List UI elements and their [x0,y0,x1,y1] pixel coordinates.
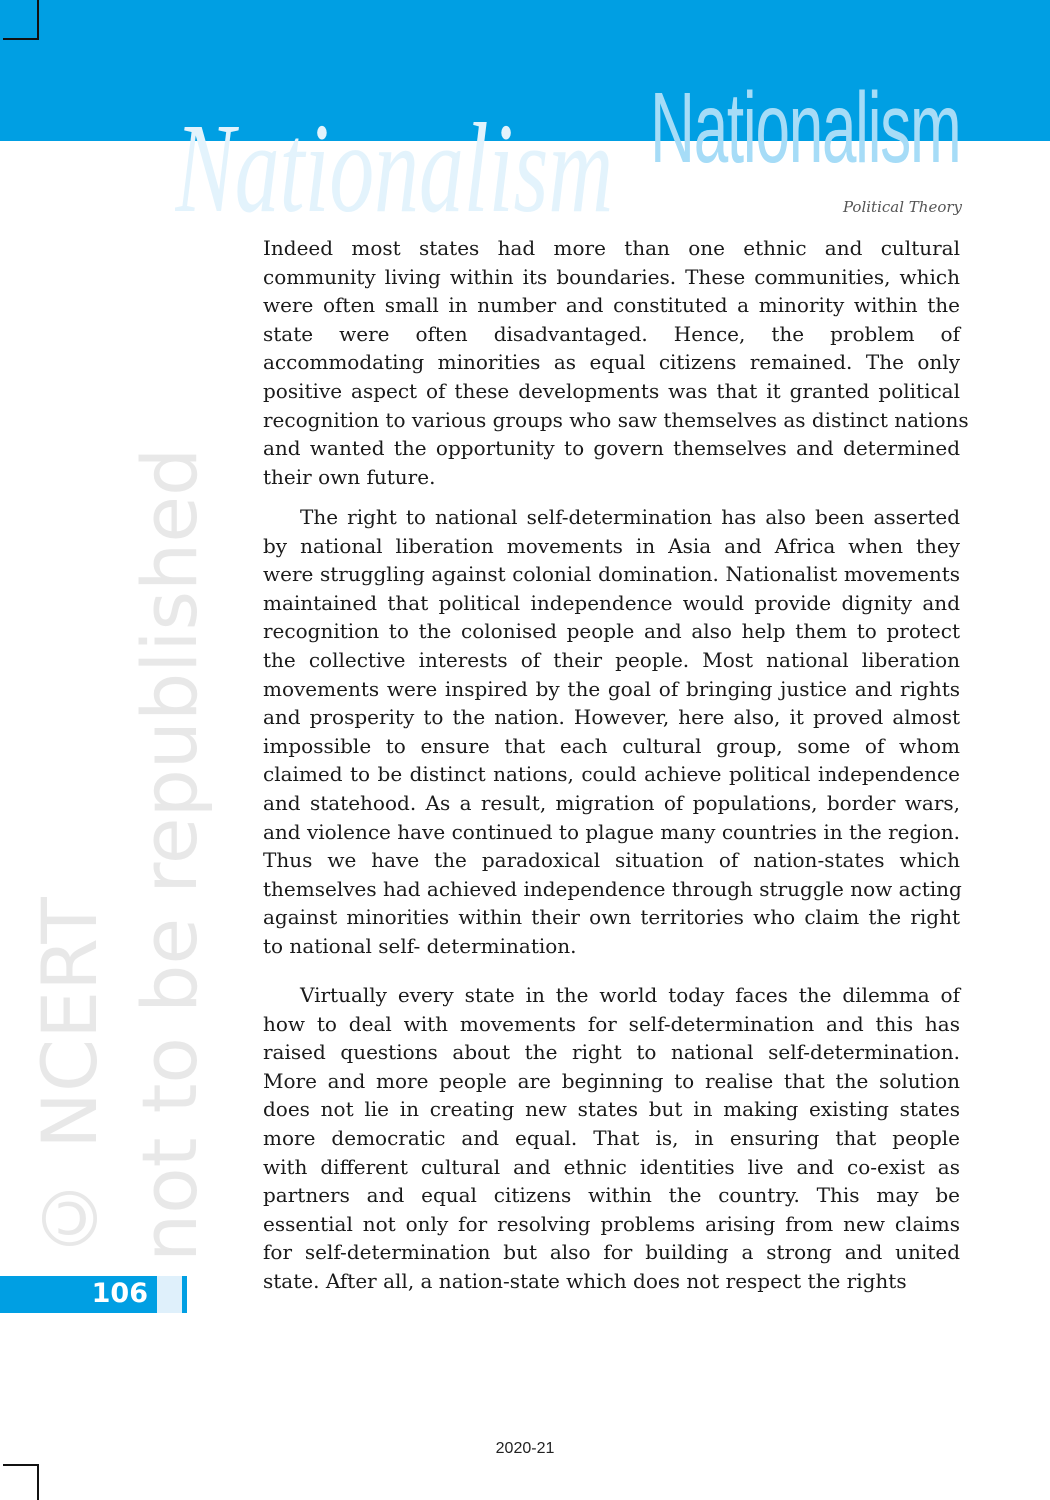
page-number: 106 [91,1278,148,1309]
ghost-title: Nationalism [175,104,614,232]
text-line: The right to national self-determination has also been asserted [300,505,960,529]
book-subject: Political Theory [842,198,962,216]
crop-mark-bottom [3,1464,39,1500]
text-line: the collective interests of their people. Most national liberation [263,647,960,672]
text-line: how to deal with movements for self-determination and this has [263,1011,960,1036]
text-line: state were often disadvantaged. Hence, the problem of [263,321,960,346]
crop-mark-top [3,0,39,40]
text-line: and wanted the opportunity to govern themselves and determined [263,436,960,461]
text-line: with different cultural and ethnic identities live and co-exist as [263,1154,960,1179]
chapter-title: Nationalism [649,72,960,184]
text-line: their own future. [263,464,436,489]
watermark-line: not to be republished [125,447,214,1262]
text-line: does not lie in creating new states but in making existing states [263,1097,960,1122]
text-line: more democratic and equal. That is, in ensuring that people [263,1125,960,1150]
text-line: against minorities within their own territories who claim the right [263,905,960,930]
paragraph [263,981,960,1296]
text-line: for self-determination but also for building a strong and united [263,1240,960,1265]
text-line: Virtually every state in the world today faces the dilemma of [300,983,960,1007]
text-line: state. After all, a nation-state which does not respect the rights [263,1268,907,1293]
text-line: recognition to various groups who saw themselves as distinct nations [263,407,969,432]
text-line: and violence have continued to plague many countries in the region. [263,819,960,844]
text-line: claimed to be distinct nations, could achieve political independence [263,762,960,787]
text-line: by national liberation movements in Asia and Africa when they [263,533,960,558]
text-line: themselves had achieved independence through struggle now acting [263,876,962,901]
text-line: to national self- determination. [263,933,577,958]
text-line: accommodating minorities as equal citizens remained. The only [263,350,960,375]
text-line: Indeed most states had more than one ethnic and cultural [263,236,960,260]
text-line: and statehood. As a result, migration of populations, border wars, [263,790,960,815]
text-line: maintained that political independence would provide dignity and [263,590,960,615]
text-line: partners and equal citizens within the country. This may be [263,1183,960,1208]
text-line: and prosperity to the nation. However, here also, it proved almost [263,705,960,730]
text-line: impossible to ensure that each cultural group, some of whom [263,733,960,758]
text-line: were often small in number and constituted a minority within the [263,293,960,318]
text-line: positive aspect of these developments was that it granted political [263,378,960,403]
text-line: were struggling against colonial domination. Nationalist movements [263,562,960,587]
text-line: essential not only for resolving problems arising from new claims [263,1211,960,1236]
page-number-tab [0,1276,157,1313]
watermark-line: © NCERT [25,897,114,1262]
watermark [20,262,220,1262]
page-tab-edge [182,1276,187,1313]
text-line: movements were inspired by the goal of bringing justice and rights [263,676,960,701]
text-line: community living within its boundaries. These communities, which [263,264,960,289]
text-line: raised questions about the right to national self-determination. [263,1040,960,1065]
text-line: Thus we have the paradoxical situation of nation-states which [263,848,960,873]
paragraph [263,503,960,961]
text-line: recognition to the colonised people and also help them to protect [263,619,960,644]
text-line: More and more people are beginning to realise that the solution [263,1068,960,1093]
page-tab-light [157,1276,182,1313]
edition-year: 2020-21 [495,1440,555,1457]
paragraph [263,234,969,491]
